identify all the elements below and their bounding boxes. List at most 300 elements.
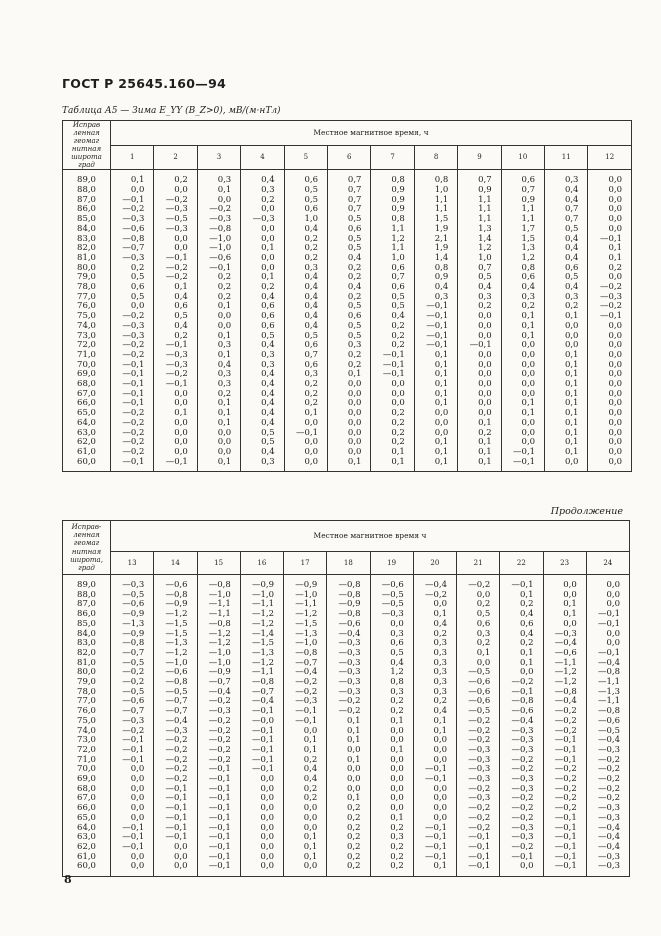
value-cell: 0,3 bbox=[197, 170, 240, 186]
latitude-cell: 70,0 bbox=[63, 361, 111, 371]
value-cell: —0,2 bbox=[197, 717, 240, 727]
value-cell: 0,0 bbox=[370, 756, 413, 766]
value-cell: 0,2 bbox=[370, 824, 413, 834]
table-row bbox=[63, 409, 632, 419]
value-cell: —0,8 bbox=[327, 610, 370, 620]
value-cell: —0,2 bbox=[154, 273, 197, 283]
value-cell: 0,0 bbox=[458, 370, 501, 380]
latitude-cell: 89,0 bbox=[63, 170, 111, 186]
value-cell: —0,2 bbox=[500, 794, 543, 804]
value-cell: 0,6 bbox=[111, 283, 154, 293]
value-cell: 0,0 bbox=[413, 756, 456, 766]
value-cell: 0,1 bbox=[500, 659, 543, 669]
value-cell: 0,1 bbox=[327, 756, 370, 766]
table-row bbox=[63, 458, 632, 472]
table-row bbox=[63, 448, 632, 458]
value-cell: 0,0 bbox=[154, 235, 197, 245]
value-cell: —0,2 bbox=[413, 591, 456, 601]
value-cell: 0,5 bbox=[284, 196, 327, 206]
table-row bbox=[63, 419, 632, 429]
value-cell: 0,6 bbox=[371, 283, 414, 293]
value-cell: 0,0 bbox=[328, 380, 371, 390]
table-row bbox=[63, 196, 632, 206]
value-cell: 0,0 bbox=[588, 322, 632, 332]
value-cell: —0,9 bbox=[197, 668, 240, 678]
value-cell: 0,1 bbox=[500, 649, 543, 659]
value-cell: 0,2 bbox=[284, 390, 327, 400]
latitude-cell: 80,0 bbox=[63, 668, 111, 678]
value-cell: 0,0 bbox=[240, 785, 283, 795]
table-row bbox=[63, 293, 632, 303]
value-cell: —0,8 bbox=[586, 668, 629, 678]
value-cell: 1,1 bbox=[458, 215, 501, 225]
value-cell: 0,2 bbox=[327, 853, 370, 863]
value-cell: 0,1 bbox=[545, 399, 588, 409]
value-cell: 0,1 bbox=[543, 600, 586, 610]
value-cell: —0,2 bbox=[111, 351, 154, 361]
value-cell: 0,1 bbox=[413, 727, 456, 737]
value-cell: 0,0 bbox=[586, 600, 629, 610]
value-cell: —0,2 bbox=[154, 736, 197, 746]
value-cell: 0,7 bbox=[328, 186, 371, 196]
value-cell: 0,5 bbox=[328, 215, 371, 225]
value-cell: —0,1 bbox=[240, 756, 283, 766]
latitude-cell: 67,0 bbox=[63, 390, 111, 400]
value-cell: 0,0 bbox=[588, 448, 632, 458]
latitude-cell: 65,0 bbox=[63, 814, 111, 824]
table-row bbox=[63, 399, 632, 409]
value-cell: —0,3 bbox=[111, 215, 154, 225]
value-cell: 0,0 bbox=[588, 332, 632, 342]
value-cell: 0,2 bbox=[371, 322, 414, 332]
value-cell: —1,1 bbox=[240, 600, 283, 610]
value-cell: 0,0 bbox=[111, 804, 154, 814]
value-cell: 0,1 bbox=[154, 409, 197, 419]
value-cell: 0,5 bbox=[458, 273, 501, 283]
value-cell: —0,1 bbox=[501, 448, 544, 458]
latitude-cell: 86,0 bbox=[63, 205, 111, 215]
value-cell: 0,7 bbox=[371, 273, 414, 283]
value-cell: 0,4 bbox=[501, 283, 544, 293]
value-cell: 0,1 bbox=[414, 399, 457, 409]
value-cell: —0,3 bbox=[586, 746, 629, 756]
value-cell: 0,4 bbox=[241, 419, 284, 429]
value-cell: 0,0 bbox=[588, 390, 632, 400]
value-cell: —0,5 bbox=[457, 668, 500, 678]
value-cell: —0,4 bbox=[586, 833, 629, 843]
value-cell: —0,5 bbox=[586, 727, 629, 737]
value-cell: 0,4 bbox=[413, 620, 456, 630]
value-cell: 0,2 bbox=[457, 639, 500, 649]
value-cell: 1,0 bbox=[458, 254, 501, 264]
value-cell: —1,4 bbox=[240, 630, 283, 640]
value-cell: 0,3 bbox=[284, 370, 327, 380]
value-cell: 0,0 bbox=[197, 322, 240, 332]
value-cell: 0,6 bbox=[371, 264, 414, 274]
hour-header: 10 bbox=[501, 145, 544, 170]
value-cell: 0,6 bbox=[328, 225, 371, 235]
value-cell: 0,0 bbox=[328, 409, 371, 419]
value-cell: —0,1 bbox=[197, 833, 240, 843]
value-cell: —1,2 bbox=[240, 659, 283, 669]
value-cell: 1,1 bbox=[414, 205, 457, 215]
value-cell: 0,2 bbox=[284, 794, 327, 804]
value-cell: 0,4 bbox=[154, 293, 197, 303]
value-cell: 0,1 bbox=[545, 351, 588, 361]
latitude-cell: 87,0 bbox=[63, 600, 111, 610]
table-row bbox=[63, 186, 632, 196]
value-cell: 0,6 bbox=[501, 273, 544, 283]
value-cell: —0,1 bbox=[111, 843, 154, 853]
value-cell: 0,0 bbox=[588, 341, 632, 351]
value-cell: 0,0 bbox=[414, 429, 457, 439]
value-cell: 0,0 bbox=[328, 429, 371, 439]
value-cell: 0,1 bbox=[501, 332, 544, 342]
value-cell: 0,1 bbox=[545, 390, 588, 400]
value-cell: —0,2 bbox=[500, 843, 543, 853]
value-cell: —0,2 bbox=[457, 717, 500, 727]
value-cell: 0,7 bbox=[328, 196, 371, 206]
table-row bbox=[63, 254, 632, 264]
value-cell: —0,1 bbox=[414, 332, 457, 342]
value-cell: 0,0 bbox=[501, 361, 544, 371]
value-cell: 0,0 bbox=[545, 322, 588, 332]
value-cell: 0,1 bbox=[284, 746, 327, 756]
value-cell: —1,2 bbox=[543, 678, 586, 688]
value-cell: 0,0 bbox=[588, 399, 632, 409]
latitude-cell: 75,0 bbox=[63, 312, 111, 322]
value-cell: 0,6 bbox=[501, 170, 544, 186]
value-cell: 0,4 bbox=[500, 610, 543, 620]
value-cell: 0,6 bbox=[241, 302, 284, 312]
value-cell: —0,1 bbox=[154, 794, 197, 804]
value-cell: —0,1 bbox=[371, 370, 414, 380]
value-cell: —0,2 bbox=[500, 756, 543, 766]
value-cell: 0,9 bbox=[371, 186, 414, 196]
value-cell: —0,3 bbox=[586, 862, 629, 876]
value-cell: 0,1 bbox=[284, 833, 327, 843]
value-cell: —0,3 bbox=[500, 775, 543, 785]
value-cell: 0,1 bbox=[458, 419, 501, 429]
table-row bbox=[63, 264, 632, 274]
value-cell: —0,3 bbox=[457, 765, 500, 775]
value-cell: —0,1 bbox=[197, 804, 240, 814]
latitude-cell: 66,0 bbox=[63, 804, 111, 814]
latitude-cell: 81,0 bbox=[63, 254, 111, 264]
value-cell: 0,0 bbox=[154, 843, 197, 853]
latitude-cell: 73,0 bbox=[63, 736, 111, 746]
value-cell: 0,4 bbox=[241, 399, 284, 409]
value-cell: 0,2 bbox=[328, 264, 371, 274]
value-cell: 0,0 bbox=[501, 438, 544, 448]
value-cell: —1,1 bbox=[197, 610, 240, 620]
value-cell: 0,0 bbox=[588, 361, 632, 371]
data-table-hours-13-24 bbox=[62, 520, 630, 877]
value-cell: 0,0 bbox=[501, 370, 544, 380]
value-cell: —0,8 bbox=[154, 591, 197, 601]
value-cell: 0,0 bbox=[586, 591, 629, 601]
value-cell: —0,2 bbox=[197, 727, 240, 737]
value-cell: 0,0 bbox=[501, 351, 544, 361]
value-cell: 0,2 bbox=[328, 361, 371, 371]
value-cell: —0,1 bbox=[543, 853, 586, 863]
value-cell: —0,3 bbox=[500, 824, 543, 834]
value-cell: —1,5 bbox=[154, 630, 197, 640]
value-cell: —0,2 bbox=[327, 697, 370, 707]
value-cell: 0,5 bbox=[328, 302, 371, 312]
table-row bbox=[63, 429, 632, 439]
value-cell: —0,6 bbox=[197, 254, 240, 264]
value-cell: —0,1 bbox=[154, 341, 197, 351]
value-cell: —0,8 bbox=[197, 575, 240, 591]
latitude-cell: 76,0 bbox=[63, 707, 111, 717]
value-cell: 0,2 bbox=[328, 273, 371, 283]
value-cell: 0,1 bbox=[545, 419, 588, 429]
value-cell: 0,0 bbox=[458, 332, 501, 342]
value-cell: —0,5 bbox=[370, 591, 413, 601]
value-cell: 0,0 bbox=[241, 235, 284, 245]
value-cell: 0,1 bbox=[371, 458, 414, 472]
value-cell: —1,0 bbox=[197, 235, 240, 245]
value-cell: 0,0 bbox=[154, 862, 197, 876]
value-cell: 0,2 bbox=[284, 254, 327, 264]
value-cell: —0,2 bbox=[197, 697, 240, 707]
value-cell: 0,4 bbox=[370, 659, 413, 669]
table-row bbox=[63, 283, 632, 293]
value-cell: 0,3 bbox=[413, 668, 456, 678]
value-cell: —0,8 bbox=[240, 678, 283, 688]
value-cell: —0,3 bbox=[457, 756, 500, 766]
value-cell: —0,1 bbox=[413, 765, 456, 775]
value-cell: 0,0 bbox=[154, 244, 197, 254]
value-cell: 0,4 bbox=[241, 170, 284, 186]
value-cell: —0,2 bbox=[111, 409, 154, 419]
value-cell: 0,0 bbox=[284, 862, 327, 876]
value-cell: 0,2 bbox=[154, 332, 197, 342]
table-row bbox=[63, 756, 630, 766]
table-row bbox=[63, 853, 630, 863]
value-cell: —0,1 bbox=[111, 380, 154, 390]
value-cell: 0,5 bbox=[284, 332, 327, 342]
value-cell: —0,1 bbox=[543, 824, 586, 834]
value-cell: 0,4 bbox=[284, 293, 327, 303]
value-cell: —0,3 bbox=[457, 775, 500, 785]
value-cell: 0,0 bbox=[197, 312, 240, 322]
latitude-cell: 82,0 bbox=[63, 649, 111, 659]
value-cell: —0,1 bbox=[457, 833, 500, 843]
value-cell: 0,0 bbox=[327, 746, 370, 756]
value-cell: 0,4 bbox=[545, 244, 588, 254]
value-cell: —0,2 bbox=[543, 765, 586, 775]
value-cell: —0,9 bbox=[111, 610, 154, 620]
value-cell: —1,1 bbox=[586, 697, 629, 707]
latitude-cell: 78,0 bbox=[63, 283, 111, 293]
document-header: ГОСТ Р 25645.160—94 bbox=[62, 76, 227, 91]
value-cell: —0,2 bbox=[457, 785, 500, 795]
table-row bbox=[63, 302, 632, 312]
hour-header: 11 bbox=[545, 145, 588, 170]
value-cell: 0,1 bbox=[284, 843, 327, 853]
value-cell: —0,2 bbox=[197, 746, 240, 756]
value-cell: 0,5 bbox=[328, 332, 371, 342]
value-cell: 0,6 bbox=[284, 170, 327, 186]
value-cell: —0,2 bbox=[154, 196, 197, 206]
value-cell: 0,0 bbox=[588, 215, 632, 225]
value-cell: —0,5 bbox=[111, 688, 154, 698]
value-cell: —0,9 bbox=[240, 575, 283, 591]
value-cell: 0,0 bbox=[371, 380, 414, 390]
value-cell: —1,1 bbox=[543, 659, 586, 669]
value-cell: 0,7 bbox=[328, 170, 371, 186]
hour-header: 21 bbox=[457, 552, 500, 575]
value-cell: 0,0 bbox=[240, 843, 283, 853]
value-cell: 0,2 bbox=[197, 390, 240, 400]
table-row bbox=[63, 775, 630, 785]
value-cell: 0,0 bbox=[588, 186, 632, 196]
value-cell: 0,2 bbox=[500, 639, 543, 649]
value-cell: —0,6 bbox=[370, 575, 413, 591]
hour-header: 12 bbox=[588, 145, 632, 170]
value-cell: 0,1 bbox=[284, 853, 327, 863]
value-cell: —0,1 bbox=[414, 302, 457, 312]
value-cell: —0,3 bbox=[154, 205, 197, 215]
value-cell: —0,2 bbox=[111, 429, 154, 439]
value-cell: 0,6 bbox=[241, 322, 284, 332]
data-table-hours-1-12 bbox=[62, 120, 632, 472]
value-cell: —0,1 bbox=[457, 843, 500, 853]
table-row bbox=[63, 833, 630, 843]
value-cell: 1,1 bbox=[414, 196, 457, 206]
value-cell: —0,2 bbox=[457, 824, 500, 834]
value-cell: 0,4 bbox=[328, 254, 371, 264]
value-cell: 0,3 bbox=[370, 833, 413, 843]
value-cell: —0,0 bbox=[240, 717, 283, 727]
value-cell: 0,0 bbox=[111, 302, 154, 312]
value-cell: —0,7 bbox=[197, 678, 240, 688]
value-cell: 0,4 bbox=[284, 302, 327, 312]
value-cell: 0,6 bbox=[241, 312, 284, 322]
value-cell: 0,2 bbox=[413, 630, 456, 640]
latitude-cell: 68,0 bbox=[63, 785, 111, 795]
value-cell: —0,1 bbox=[111, 736, 154, 746]
table-caption: Таблица А5 — Зима E_YY (B_Z>0), мВ/(м·нТл) bbox=[62, 106, 281, 116]
value-cell: 0,0 bbox=[370, 785, 413, 795]
latitude-cell: 73,0 bbox=[63, 332, 111, 342]
value-cell: —1,0 bbox=[284, 639, 327, 649]
value-cell: 0,2 bbox=[588, 264, 632, 274]
value-cell: —0,2 bbox=[543, 717, 586, 727]
latitude-cell: 82,0 bbox=[63, 244, 111, 254]
value-cell: 0,0 bbox=[111, 794, 154, 804]
value-cell: 0,2 bbox=[371, 419, 414, 429]
latitude-cell: 77,0 bbox=[63, 293, 111, 303]
value-cell: —0,4 bbox=[586, 736, 629, 746]
table-row bbox=[63, 205, 632, 215]
value-cell: 0,0 bbox=[197, 196, 240, 206]
value-cell: —0,5 bbox=[370, 600, 413, 610]
value-cell: 0,6 bbox=[284, 361, 327, 371]
value-cell: 0,3 bbox=[413, 688, 456, 698]
value-cell: 0,0 bbox=[328, 390, 371, 400]
value-cell: 0,2 bbox=[327, 862, 370, 876]
value-cell: 0,0 bbox=[154, 399, 197, 409]
value-cell: —1,3 bbox=[154, 639, 197, 649]
value-cell: —0,8 bbox=[197, 225, 240, 235]
value-cell: 0,0 bbox=[111, 765, 154, 775]
value-cell: 1,2 bbox=[370, 668, 413, 678]
value-cell: —0,3 bbox=[500, 833, 543, 843]
value-cell: —0,2 bbox=[586, 794, 629, 804]
value-cell: 0,3 bbox=[413, 649, 456, 659]
latitude-cell: 81,0 bbox=[63, 659, 111, 669]
value-cell: 0,0 bbox=[545, 458, 588, 472]
value-cell: —0,1 bbox=[414, 341, 457, 351]
value-cell: 0,1 bbox=[111, 170, 154, 186]
value-cell: 0,5 bbox=[111, 273, 154, 283]
value-cell: 0,0 bbox=[111, 785, 154, 795]
value-cell: 0,2 bbox=[370, 853, 413, 863]
latitude-cell: 84,0 bbox=[63, 630, 111, 640]
value-cell: 0,1 bbox=[501, 399, 544, 409]
value-cell: —1,5 bbox=[154, 620, 197, 630]
value-cell: 0,0 bbox=[328, 419, 371, 429]
value-cell: 0,0 bbox=[414, 409, 457, 419]
hour-header: 22 bbox=[500, 552, 543, 575]
value-cell: —0,1 bbox=[284, 707, 327, 717]
value-cell: 0,2 bbox=[371, 409, 414, 419]
value-cell: 0,0 bbox=[328, 448, 371, 458]
latitude-cell: 85,0 bbox=[63, 215, 111, 225]
value-cell: 0,5 bbox=[241, 438, 284, 448]
value-cell: —0,3 bbox=[327, 659, 370, 669]
latitude-cell: 77,0 bbox=[63, 697, 111, 707]
value-cell: 0,0 bbox=[284, 824, 327, 834]
hour-header: 20 bbox=[413, 552, 456, 575]
value-cell: 0,4 bbox=[241, 380, 284, 390]
value-cell: 0,0 bbox=[588, 419, 632, 429]
value-cell: —0,7 bbox=[111, 649, 154, 659]
value-cell: 0,1 bbox=[501, 409, 544, 419]
value-cell: 0,0 bbox=[241, 264, 284, 274]
table-row bbox=[63, 707, 630, 717]
value-cell: 0,1 bbox=[327, 727, 370, 737]
value-cell: 0,1 bbox=[327, 794, 370, 804]
value-cell: 0,4 bbox=[328, 283, 371, 293]
value-cell: —0,8 bbox=[197, 620, 240, 630]
value-cell: 0,9 bbox=[458, 186, 501, 196]
table-row bbox=[63, 341, 632, 351]
value-cell: —0,2 bbox=[111, 312, 154, 322]
value-cell: 0,5 bbox=[371, 293, 414, 303]
value-cell: 0,0 bbox=[458, 399, 501, 409]
value-cell: —1,3 bbox=[586, 688, 629, 698]
value-cell: 0,1 bbox=[154, 283, 197, 293]
value-cell: —0,1 bbox=[154, 785, 197, 795]
value-cell: 0,2 bbox=[241, 196, 284, 206]
value-cell: 0,1 bbox=[458, 438, 501, 448]
hour-header: 14 bbox=[154, 552, 197, 575]
value-cell: 0,2 bbox=[197, 293, 240, 303]
value-cell: 0,2 bbox=[327, 833, 370, 843]
value-cell: 0,0 bbox=[370, 727, 413, 737]
latitude-cell: 72,0 bbox=[63, 341, 111, 351]
value-cell: —0,3 bbox=[111, 254, 154, 264]
hour-header: 24 bbox=[586, 552, 629, 575]
value-cell: 0,7 bbox=[458, 264, 501, 274]
value-cell: —0,2 bbox=[543, 775, 586, 785]
latitude-cell: 85,0 bbox=[63, 620, 111, 630]
value-cell: 0,3 bbox=[197, 380, 240, 390]
